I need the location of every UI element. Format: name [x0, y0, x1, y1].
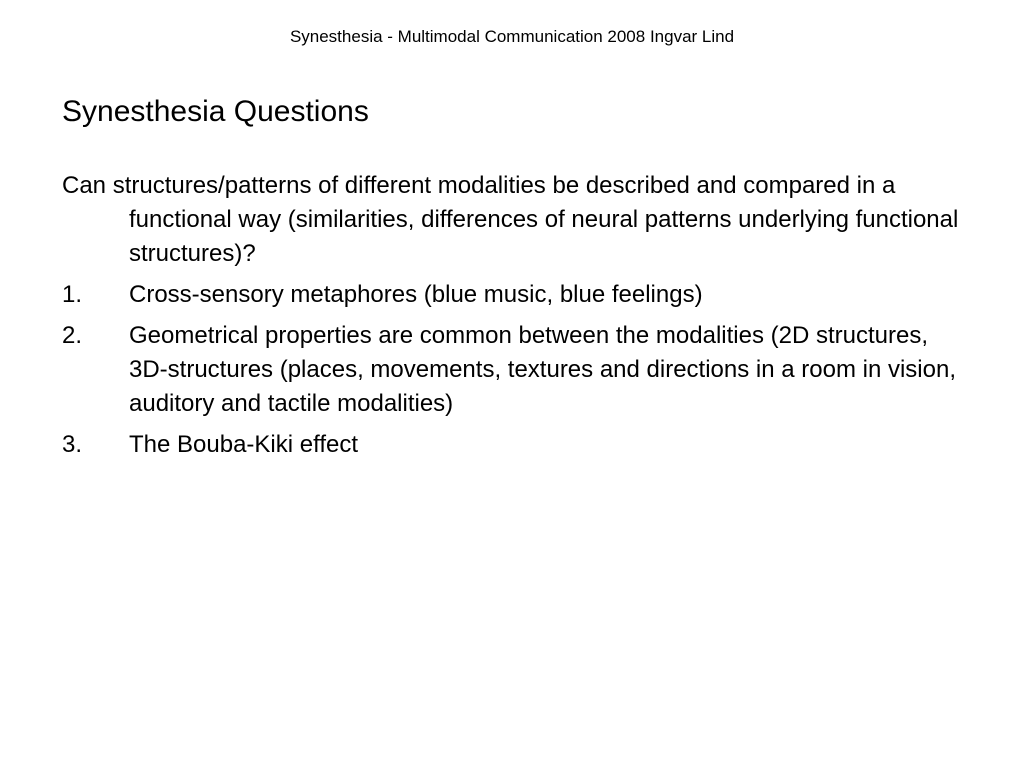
list-item-number: 1. [62, 281, 83, 308]
list-item-text: Geometrical properties are common between the modalities (2D structures, 3D-structures (places, movements, textures and directions in a room in vision, auditory and tactile modalities) [129, 322, 957, 417]
list-item-text: The Bouba-Kiki effect [129, 431, 359, 458]
list-item [62, 278, 962, 312]
slide-header: Synesthesia - Multimodal Communication 2008 Ingvar Lind [289, 27, 735, 46]
list-item [62, 319, 962, 421]
list-item-number: 2. [62, 322, 83, 349]
slide-title: Synesthesia Questions [62, 95, 369, 128]
slide-body [62, 169, 962, 469]
list-item [62, 428, 962, 462]
intro-paragraph: Can structures/patterns of different modalities be described and compared in a functional way (similarities, differences of neural patterns underlying functional structures)? [62, 172, 959, 267]
list-item-text: Cross-sensory metaphores (blue music, blue feelings) [129, 281, 703, 308]
list-item-number: 3. [62, 431, 83, 458]
